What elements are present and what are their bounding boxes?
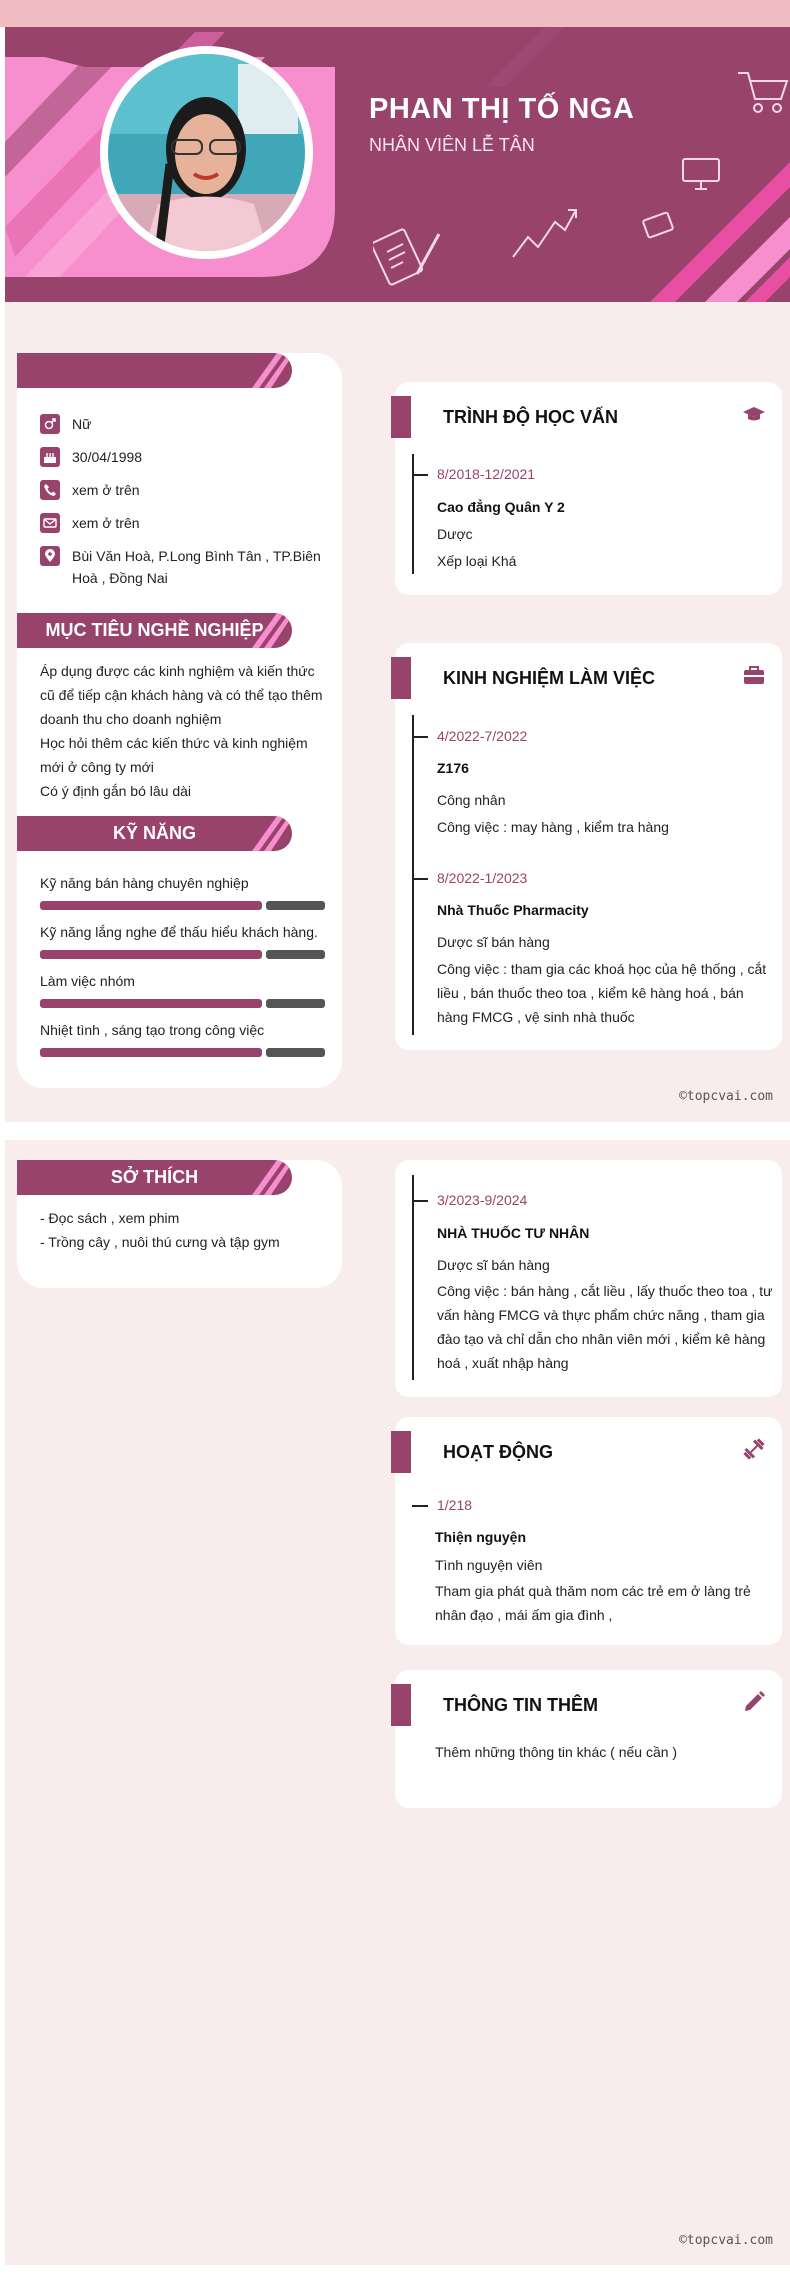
experience-company: Nhà Thuốc Pharmacity <box>437 902 589 918</box>
section-accent <box>391 1431 411 1473</box>
section-accent <box>391 396 411 438</box>
hobbies-title: SỞ THÍCH <box>110 1167 199 1187</box>
monitor-icon <box>681 157 721 193</box>
experience-company: NHÀ THUỐC TƯ NHÂN <box>437 1225 590 1241</box>
career-goal-text <box>40 659 340 803</box>
experience-desc: Công việc : may hàng , kiểm tra hàng <box>437 819 669 835</box>
career-goal-line: Học hỏi thêm các kiến thức và kinh nghiệm <box>40 735 308 751</box>
skill-bar-rest <box>266 1048 325 1057</box>
skill-bar-fill <box>40 901 262 910</box>
address-row <box>40 545 330 589</box>
skill-bar-fill <box>40 999 262 1008</box>
skills-title: KỸ NĂNG <box>112 823 196 843</box>
skill-bar-rest <box>266 901 325 910</box>
graduation-cap-icon <box>742 402 766 426</box>
email-row <box>40 512 140 534</box>
briefcase-icon <box>742 663 766 687</box>
experience-continued-card <box>395 1160 782 1397</box>
experience-desc: Công việc : bán hàng , cắt liều , lấy thuốc theo toa , tư vấn hàng FMCG và thực phẩm chức năng , tham gia đào tạo và chỉ dẫn cho nhân viên mới , kiểm kê hàng hoá , xuất nhập hàng <box>437 1283 773 1371</box>
extra-info-text: Thêm những thông tin khác ( nếu cần ) <box>435 1744 678 1760</box>
skill-bar-fill <box>40 950 262 959</box>
gender-icon <box>40 414 60 434</box>
birthday-cake-icon <box>40 447 60 467</box>
clipboard-icon <box>373 222 445 287</box>
skill-bar-rest <box>266 950 325 959</box>
avatar <box>108 54 305 251</box>
skill-bar <box>40 950 325 959</box>
timeline-tick <box>412 736 428 738</box>
job-title: NHÂN VIÊN LỄ TÂN <box>369 135 535 155</box>
skill-bar <box>40 901 325 910</box>
experience-position: Dược sĩ bán hàng <box>437 934 550 950</box>
timeline-tick <box>412 474 428 476</box>
experience-position: Công nhân <box>437 792 506 808</box>
education-major: Dược <box>437 526 473 542</box>
cv-page-2 <box>5 1140 790 2265</box>
email-value: xem ở trên <box>72 515 140 531</box>
career-goal-ribbon <box>17 613 292 648</box>
career-goal-title: MỤC TIÊU NGHỀ NGHIỆP <box>45 620 264 640</box>
skill-name: Kỹ năng bán hàng chuyên nghiệp <box>40 875 249 891</box>
cv-header <box>5 27 790 302</box>
birthday-row <box>40 446 142 468</box>
activity-date: 1/218 <box>437 1497 473 1513</box>
top-strip <box>0 0 790 27</box>
extra-info-title: THÔNG TIN THÊM <box>443 1695 598 1715</box>
experience-date: 3/2023-9/2024 <box>437 1192 528 1208</box>
hobbies-ribbon <box>17 1160 292 1195</box>
activity-desc: Tham gia phát quà thăm nom các trẻ em ở làng trẻ nhân đạo , mái ấm gia đình , <box>435 1583 751 1623</box>
address-value: Bùi Văn Hoà, P.Long Bình Tân , TP.Biên Hoà , Đồng Nai <box>72 548 321 586</box>
timeline-tick <box>412 1200 428 1202</box>
career-goal-line: Áp dụng được các kinh nghiệm và kiến thức <box>40 663 315 679</box>
skill-bar-fill <box>40 1048 262 1057</box>
education-title: TRÌNH ĐỘ HỌC VẤN <box>443 407 618 427</box>
skill-name: Nhiệt tình , sáng tạo trong công việc <box>40 1022 265 1038</box>
experience-desc: Công việc : tham gia các khoá học của hệ thống , cắt liều , bán thuốc theo toa , kiểm kê hàng hoá , bán hàng FMCG , vệ sinh nhà thuốc <box>437 961 767 1025</box>
timeline-tick <box>412 1505 428 1507</box>
location-pin-icon <box>40 546 60 566</box>
phone-row <box>40 479 140 501</box>
skill-name: Làm việc nhóm <box>40 973 135 989</box>
phone-icon <box>40 480 60 500</box>
profile-ribbon <box>17 353 292 388</box>
experience-title: KINH NGHIỆM LÀM VIỆC <box>443 668 656 688</box>
gender-row <box>40 413 91 435</box>
extra-info-card <box>395 1670 782 1808</box>
email-icon <box>40 513 60 533</box>
cart-icon <box>735 67 790 117</box>
section-accent <box>391 657 411 699</box>
activities-title: HOẠT ĐỘNG <box>443 1442 553 1462</box>
skill-bar-rest <box>266 999 325 1008</box>
section-accent <box>391 1684 411 1726</box>
activity-role: Tình nguyện viên <box>435 1557 543 1573</box>
skill-bar <box>40 999 325 1008</box>
education-date: 8/2018-12/2021 <box>437 466 536 482</box>
hobby-line: - Trồng cây , nuôi thú cưng và tập gym <box>40 1234 280 1250</box>
skill-bar <box>40 1048 325 1057</box>
candidate-name: PHAN THỊ TỐ NGA <box>369 93 635 125</box>
timeline-line <box>412 1175 414 1380</box>
hobbies-text <box>40 1206 330 1254</box>
education-grade: Xếp loại Khá <box>437 553 517 569</box>
card-icon <box>641 212 677 242</box>
career-goal-line: Có ý định gắn bó lâu dài <box>40 783 191 799</box>
cv-page-1 <box>5 27 790 1122</box>
birthday-value: 30/04/1998 <box>72 449 143 465</box>
timeline-line <box>412 454 414 574</box>
career-goal-line: cũ để tiếp cận khách hàng và có thể tạo thêm <box>40 687 323 703</box>
activities-card <box>395 1417 782 1645</box>
gender-value: Nữ <box>72 416 92 432</box>
career-goal-line: mới ở công ty mới <box>40 759 154 775</box>
hobby-line: - Đọc sách , xem phim <box>40 1210 180 1226</box>
experience-date: 8/2022-1/2023 <box>437 870 528 886</box>
career-goal-line: doanh thu cho doanh nghiệm <box>40 711 222 727</box>
pencil-icon <box>742 1690 766 1714</box>
skills-ribbon <box>17 816 292 851</box>
skill-name: Kỹ năng lắng nghe để thấu hiểu khách hàng. <box>40 924 318 940</box>
phone-value: xem ở trên <box>72 482 140 498</box>
experience-company: Z176 <box>437 760 469 776</box>
timeline-line <box>412 715 414 1035</box>
activity-name: Thiện nguyện <box>435 1529 526 1545</box>
watermark: ©topcvai.com <box>679 2233 773 2248</box>
education-card <box>395 382 782 595</box>
experience-position: Dược sĩ bán hàng <box>437 1257 550 1273</box>
watermark: ©topcvai.com <box>679 1089 773 1104</box>
timeline-tick <box>412 878 428 880</box>
experience-card <box>395 643 782 1050</box>
chart-icon <box>510 202 580 262</box>
experience-date: 4/2022-7/2022 <box>437 728 528 744</box>
education-school: Cao đẳng Quân Y 2 <box>437 499 565 515</box>
dumbbell-icon <box>742 1437 766 1461</box>
